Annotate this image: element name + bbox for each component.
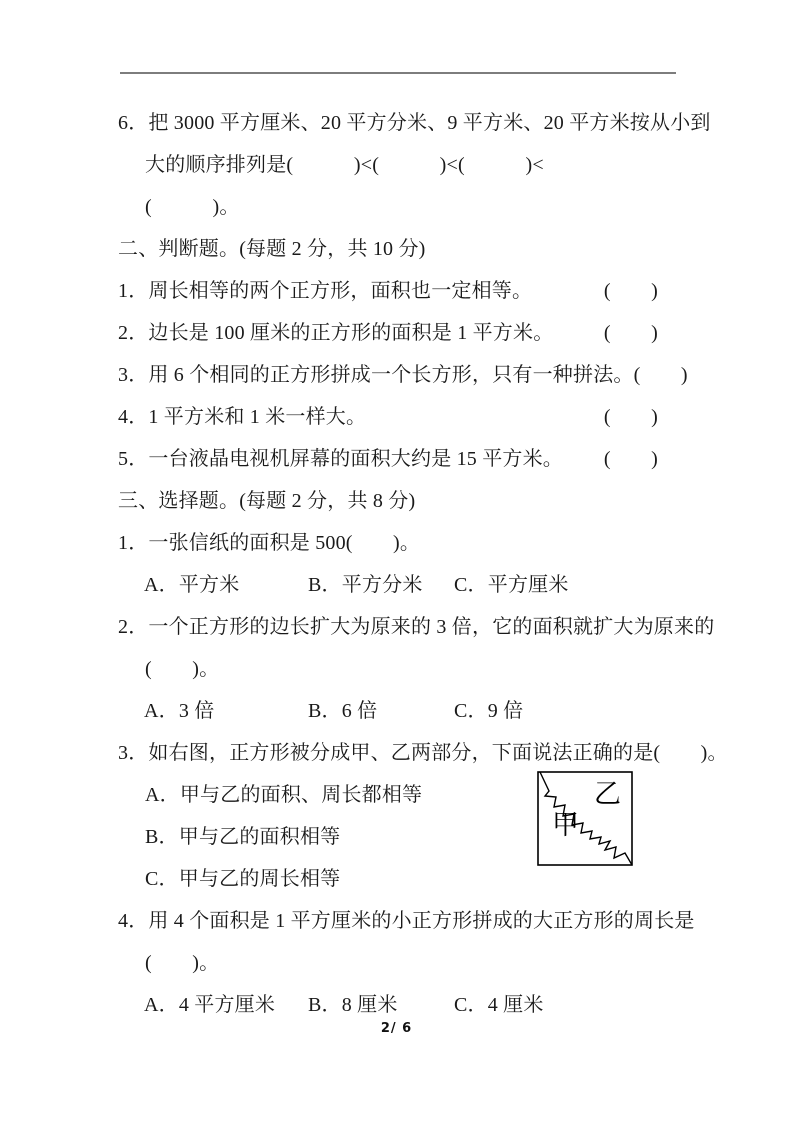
option-a: A．3 倍 (144, 699, 215, 722)
judgment-answer-blank: ( ) (603, 321, 658, 344)
choice-q2-line2: ( )。 (145, 657, 220, 680)
judgment-item-text: 4．1 平方米和 1 米一样大。 (118, 405, 367, 428)
choice-q1-text: 1．一张信纸的面积是 500( )。 (118, 531, 421, 554)
judgment-item-text: 3．用 6 个相同的正方形拼成一个长方形，只有一种拼法。 (118, 363, 634, 386)
judgment-answer-blank: ( ) (603, 447, 658, 470)
judgment-item-2 (118, 309, 684, 351)
judgment-item-text: 1．周长相等的两个正方形，面积也一定相等。 (118, 279, 533, 302)
figure-label-yi: 乙 (594, 779, 621, 809)
option-c: C．平方厘米 (454, 573, 569, 596)
judgment-answer-blank: ( ) (633, 363, 688, 386)
choice-q3-option-c: C．甲与乙的周长相等 (145, 867, 341, 890)
judgment-section-header: 二、判断题。(每题 2 分，共 10 分) (118, 237, 426, 260)
worksheet-content (118, 99, 728, 1023)
judgment-item-1 (118, 267, 684, 309)
option-b: B．平方分米 (308, 573, 423, 596)
choice-q1-options (118, 561, 684, 603)
judgment-item-5 (118, 435, 684, 477)
option-c: C．9 倍 (454, 699, 524, 722)
choice-q2-line1: 2．一个正方形的边长扩大为原来的 3 倍，它的面积就扩大为原来的 (118, 615, 715, 638)
option-a: A．4 平方厘米 (144, 993, 276, 1016)
header-divider (120, 72, 676, 74)
judgment-answer-blank: ( ) (603, 405, 658, 428)
judgment-item-text: 5．一台液晶电视机屏幕的面积大约是 15 平方米。 (118, 447, 563, 470)
choice-q2-options (118, 687, 684, 729)
judgment-item-text: 2．边长是 100 厘米的正方形的面积是 1 平方米。 (118, 321, 554, 344)
option-a: A．平方米 (144, 573, 240, 596)
q6-line2: 大的顺序排列是( )<( )<( )< (145, 153, 544, 176)
choice-q3-text: 3．如右图，正方形被分成甲、乙两部分，下面说法正确的是( )。 (118, 741, 728, 764)
option-b: B．6 倍 (308, 699, 378, 722)
option-c: C．4 厘米 (454, 993, 544, 1016)
choice-q4-options (118, 981, 684, 1023)
q6-line3: ( )。 (145, 195, 240, 218)
judgment-item-4 (118, 393, 684, 435)
choice-section-header: 三、选择题。(每题 2 分，共 8 分) (118, 489, 416, 512)
judgment-item-3 (118, 351, 688, 393)
choice-q4-line1: 4．用 4 个面积是 1 平方厘米的小正方形拼成的大正方形的周长是 (118, 909, 695, 932)
choice-q3-option-b: B．甲与乙的面积相等 (145, 825, 341, 848)
option-b: B．8 厘米 (308, 993, 398, 1016)
choice-q3-option-a: A．甲与乙的面积、周长都相等 (145, 783, 423, 806)
square-divided-figure (537, 771, 633, 866)
judgment-answer-blank: ( ) (603, 279, 658, 302)
page-number: 2/ 6 (380, 1021, 413, 1036)
q6-line1: 6．把 3000 平方厘米、20 平方分米、9 平方米、20 平方米按从小到 (118, 111, 711, 134)
figure-label-jia: 甲 (552, 810, 579, 840)
choice-q4-line2: ( )。 (145, 951, 220, 974)
